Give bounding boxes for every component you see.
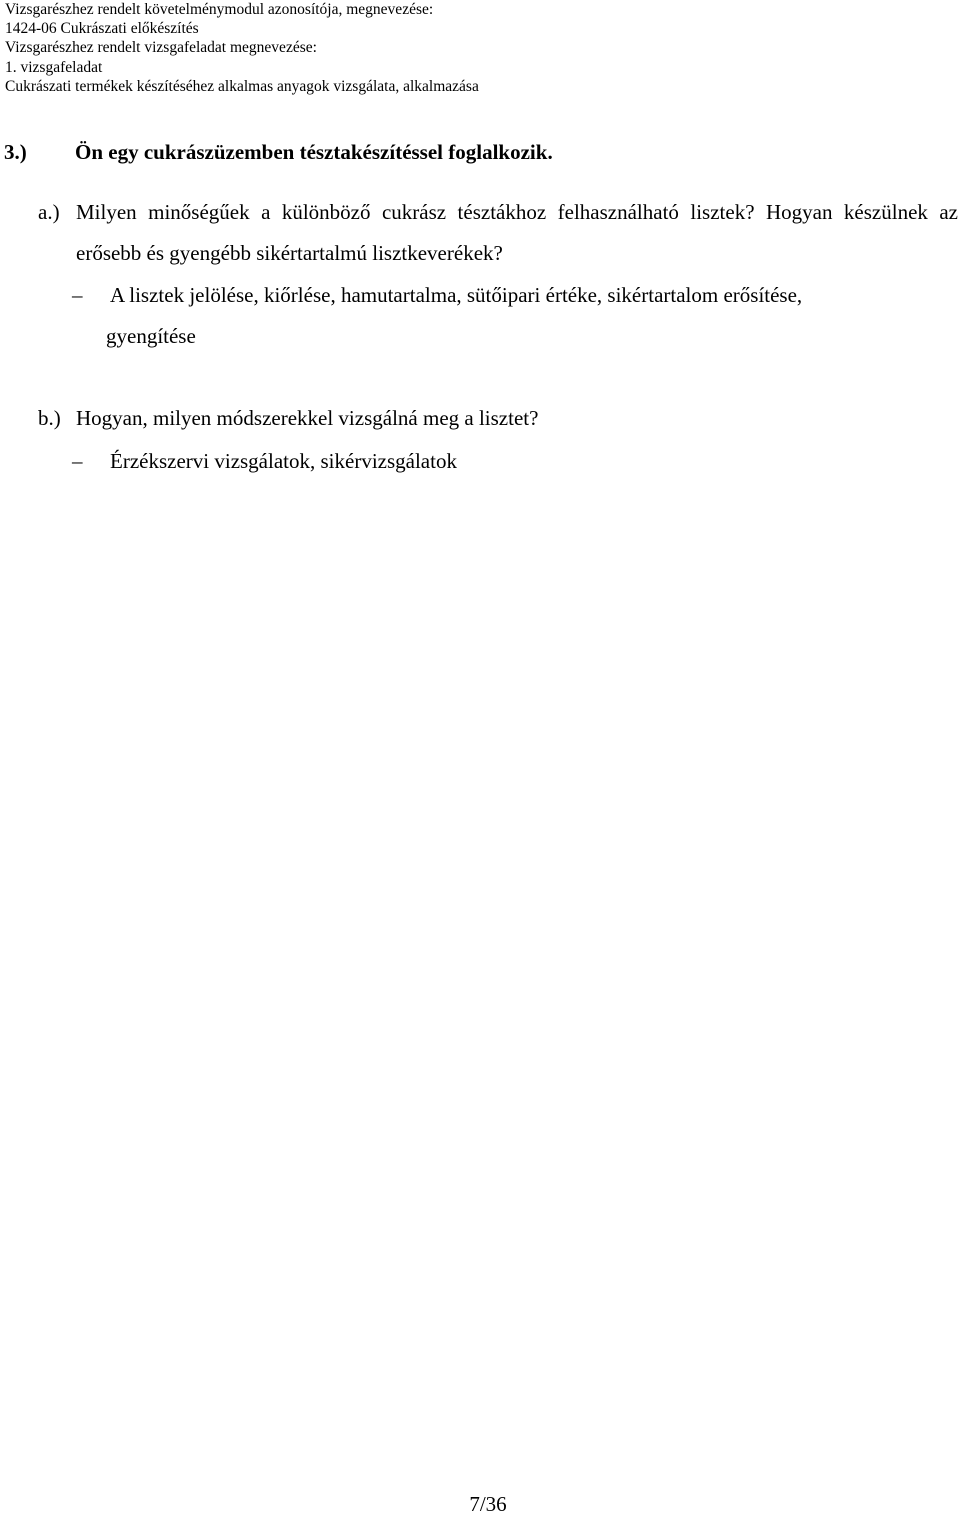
question-a-text: Milyen minőségűek a különböző cukrász tésztákhoz felhasználható lisztek? Hogyan készülnek az erősebb és gyengébb sikértartalmú lisztkeverékek? bbox=[76, 200, 958, 265]
question-a bbox=[38, 192, 958, 274]
header-module-label: Vizsgarészhez rendelt követelménymodul azonosítója, megnevezése: bbox=[5, 1, 434, 18]
answer-b-text: Érzékszervi vizsgálatok, sikérvizsgálatok bbox=[110, 449, 457, 473]
answer-a bbox=[72, 275, 958, 357]
page-number: 7/36 bbox=[469, 1492, 507, 1516]
task-number: 3.) bbox=[4, 140, 27, 164]
question-b-label: b.) bbox=[38, 406, 61, 430]
header-task-label: Vizsgarészhez rendelt vizsgafeladat megnevezése: bbox=[5, 39, 317, 57]
document-header bbox=[5, 0, 955, 96]
answer-a-dash: – bbox=[72, 283, 83, 307]
answer-a-line1: A lisztek jelölése, kiőrlése, hamutartalma, sütőipari értéke, sikértartalom erősítése, bbox=[110, 283, 803, 307]
task-heading bbox=[4, 140, 553, 165]
answer-b bbox=[72, 441, 958, 482]
answer-a-line2: gyengítése bbox=[106, 324, 196, 348]
task-title-text: Ön egy cukrászüzemben tésztakészítéssel foglalkozik. bbox=[75, 140, 553, 164]
header-task-title: Cukrászati termékek készítéséhez alkalmas anyagok vizsgálata, alkalmazása bbox=[5, 77, 479, 95]
question-b bbox=[38, 398, 538, 439]
question-b-text: Hogyan, milyen módszerekkel vizsgálná meg a lisztet? bbox=[76, 406, 539, 430]
header-module-value: 1424-06 Cukrászati előkészítés bbox=[5, 20, 199, 38]
question-a-label: a.) bbox=[38, 200, 60, 224]
header-task-number: 1. vizsgafeladat bbox=[5, 58, 103, 76]
answer-b-dash: – bbox=[72, 449, 83, 473]
